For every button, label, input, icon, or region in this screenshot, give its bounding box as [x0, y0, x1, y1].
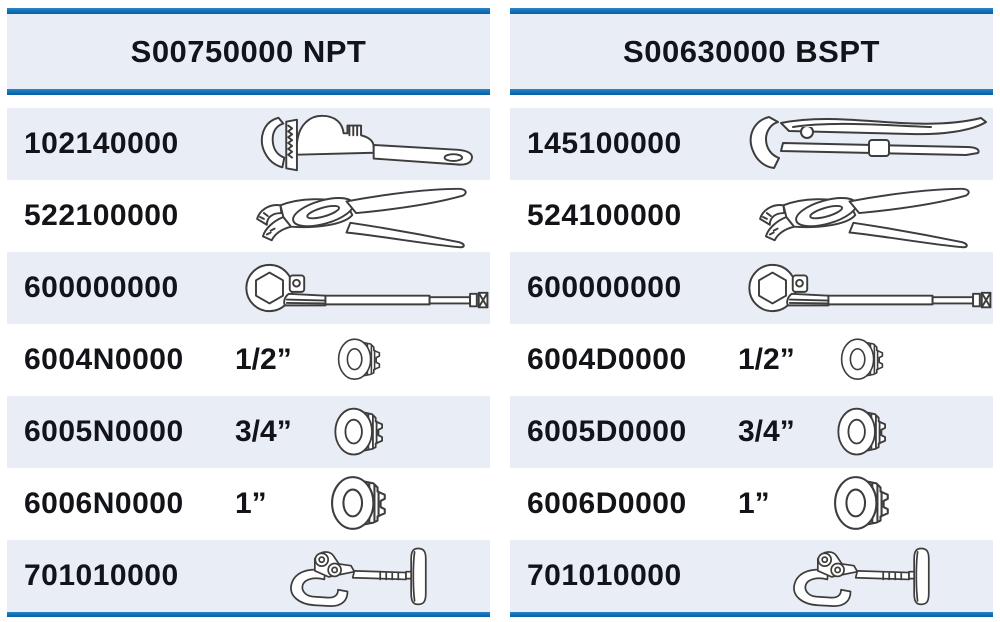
item-size: 1”	[738, 487, 770, 520]
water-pump-pliers-icon	[738, 182, 993, 250]
pipe-cutter-icon	[235, 540, 490, 612]
corner-pipe-wrench-icon	[738, 113, 993, 175]
item-code: 701010000	[527, 559, 682, 592]
table-row	[510, 540, 993, 612]
item-code: 701010000	[24, 559, 179, 592]
die-head-icon	[824, 405, 904, 460]
item-code: 145100000	[527, 127, 682, 160]
item-code: 522100000	[24, 199, 179, 232]
die-head-icon	[321, 473, 401, 535]
header-gap	[510, 95, 993, 108]
item-code: 6006D0000	[527, 487, 687, 520]
item-code: 600000000	[527, 271, 682, 304]
table-row	[510, 180, 993, 252]
table-row	[510, 468, 993, 540]
set-code-npt: S00750000 NPT	[130, 33, 367, 69]
item-size: 3/4”	[235, 415, 292, 448]
table-row	[7, 252, 490, 324]
table-row	[510, 396, 993, 468]
table-row	[510, 324, 993, 396]
item-size: 1/2”	[738, 343, 795, 376]
pipe-cutter-icon	[738, 540, 993, 612]
pipe-wrench-icon	[235, 110, 490, 178]
item-size: 3/4”	[738, 415, 795, 448]
table-header-npt	[7, 14, 490, 89]
table-bspt-set	[510, 8, 993, 617]
item-code: 524100000	[527, 199, 682, 232]
ratchet-die-stock-icon	[235, 261, 493, 315]
item-code: 6004D0000	[527, 343, 687, 376]
die-head-icon	[321, 336, 401, 384]
table-row	[7, 180, 490, 252]
item-code: 6005N0000	[24, 415, 184, 448]
table-row	[510, 108, 993, 180]
die-head-icon	[824, 336, 904, 384]
table-row	[510, 252, 993, 324]
table-row	[7, 108, 490, 180]
table-row	[7, 540, 490, 612]
set-code-bspt: S00630000 BSPT	[623, 33, 880, 69]
item-code: 102140000	[24, 127, 179, 160]
die-head-icon	[824, 473, 904, 535]
table-row	[7, 396, 490, 468]
table-row	[7, 468, 490, 540]
header-gap	[7, 95, 490, 108]
accent-rule-bottom	[510, 612, 993, 617]
item-code: 600000000	[24, 271, 179, 304]
ratchet-die-stock-icon	[738, 261, 996, 315]
table-header-bspt	[510, 14, 993, 89]
die-head-icon	[321, 405, 401, 460]
item-code: 6006N0000	[24, 487, 184, 520]
table-npt-set	[7, 8, 490, 617]
accent-rule-bottom	[7, 612, 490, 617]
item-size: 1”	[235, 487, 267, 520]
item-size: 1/2”	[235, 343, 292, 376]
table-row	[7, 324, 490, 396]
item-code: 6005D0000	[527, 415, 687, 448]
water-pump-pliers-icon	[235, 182, 490, 250]
item-code: 6004N0000	[24, 343, 184, 376]
